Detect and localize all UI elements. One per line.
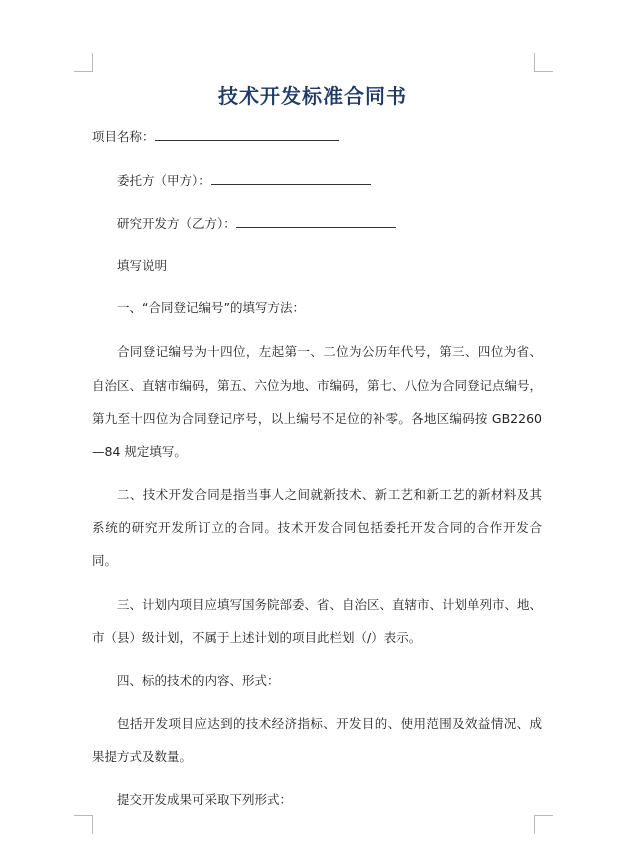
developer-label: 研究开发方（乙方）： [117,216,236,231]
fill-instructions-heading: 填写说明 [117,258,168,273]
item2-line: 系统的研究开发所订立的合同。技术开发合同包括委托开发合同的合作开发合 [92,520,542,535]
item4-line: 包括开发项目应达到的技术经济指标、开发目的、使用范围及效益情况、成 [117,716,542,731]
client-label: 委托方（甲方）： [117,173,211,188]
item4-heading: 四、标的技术的内容、形式： [117,673,280,688]
page-corner-mark-bottom-right [534,815,553,834]
developer-blank[interactable] [236,215,396,228]
item4-line: 果提方式及数量。 [92,749,193,764]
item3-line: 市（县）级计划，不属于上述计划的项目此栏划（/）表示。 [92,630,422,645]
item2-line: 二、技术开发合同是指当事人之间就新技术、新工艺和新工艺的新材料及其 [117,487,542,502]
item1-line: 第九至十四位为合同登记序号，以上编号不足位的补零。各地区编码按 GB2260 [92,411,542,426]
page-corner-mark-bottom-left [74,815,93,834]
item4-tail: 提交开发成果可采取下列形式： [117,792,293,807]
developer-field [117,215,542,232]
project-name-label: 项目名称： [92,129,155,144]
client-blank[interactable] [211,172,371,185]
document-title: 技术开发标准合同书 [218,84,407,108]
project-name-field [92,128,542,145]
item3-line: 三、计划内项目应填写国务院部委、省、自治区、直辖市、计划单列市、地、 [117,597,543,612]
page-corner-mark-top-right [534,53,553,72]
client-field [117,172,542,189]
item2-line: 同。 [92,553,118,568]
item1-line: —84 规定填写。 [92,444,187,459]
item1-line: 合同登记编号为十四位，左起第一、二位为公历年代号，第三、四位为省、 [117,344,542,359]
page-corner-mark-top-left [74,53,93,72]
project-name-blank[interactable] [155,128,339,141]
item1-heading: 一、“合同登记编号”的填写方法： [117,300,305,315]
item1-line: 自治区、直辖市编码，第五、六位为地、市编码，第七、八位为合同登记点编号， [92,378,543,393]
